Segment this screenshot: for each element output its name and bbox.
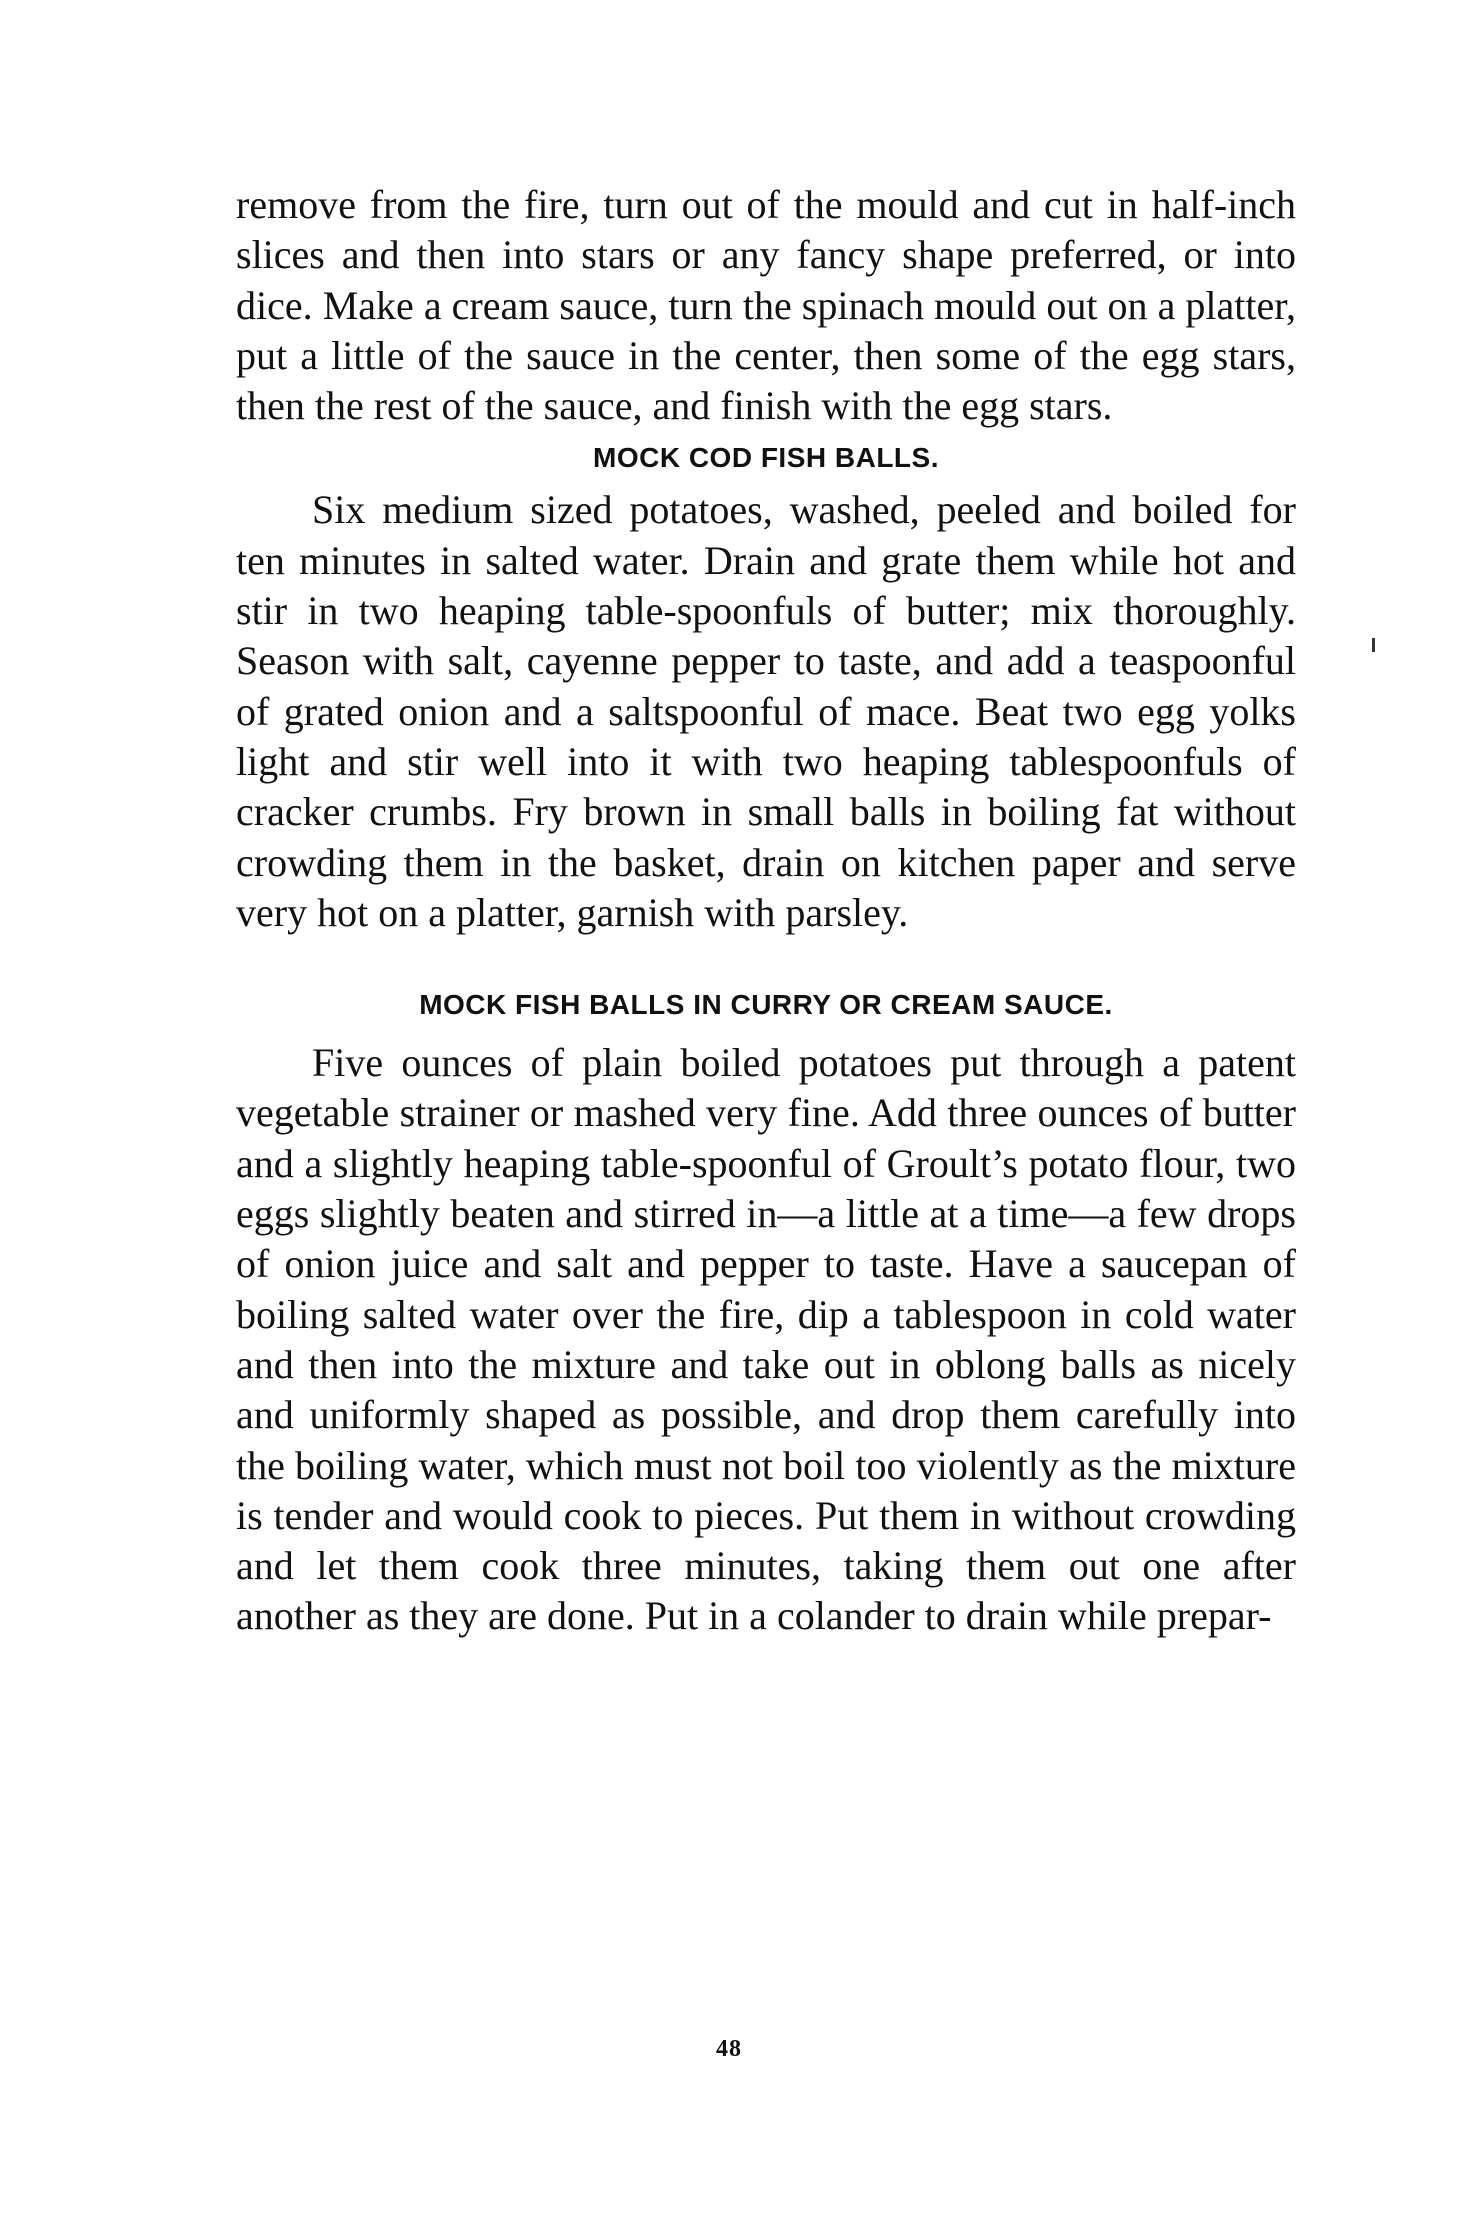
recipe-body-mock-fish-balls-curry: Five ounces of plain boiled potatoes put through a patent vegetable strainer or mashed very fine. Add three ounces of butter and a slightly heaping table-spoonful of Groult’s potato flour, two eggs slightly beaten and stirred in—a little at a time—a few drops of onion juice and salt and pepper to taste. Have a saucepan of boiling salted water over the fire, dip a tablespoon in cold water and then into the mixture and take out in oblong balls as nicely and uniformly shaped as possible, and drop them carefully into the boiling water, which must not boil too violently as the mixture is tender and would cook to pieces. Put them in without crowding and let them cook three minutes, taking them out one after another as they are done. Put in a colander to drain while prepar- (236, 1040, 1296, 1639)
continuation-paragraph: remove from the fire, turn out of the mould and cut in half-inch slices and then into stars or any fancy shape preferred, or into dice. Make a cream sauce, turn the spinach mould out on a platter, put a little of the sauce in the center, then some of the egg stars, then the rest of the sauce, and finish with the egg stars. (236, 182, 1296, 429)
scan-speck (1372, 638, 1375, 652)
page-number: 48 (716, 2036, 742, 2062)
recipe-title-mock-fish-balls-curry: MOCK FISH BALLS IN CURRY OR CREAM SAUCE. (419, 989, 1113, 1021)
recipe-title-mock-cod-fish-balls: MOCK COD FISH BALLS. (593, 442, 939, 474)
page-body (236, 180, 1296, 1642)
recipe-body-mock-cod-fish-balls: Six medium sized potatoes, washed, peeled and boiled for ten minutes in salted water. Drain and grate them while hot and stir in two heaping table-spoonfuls of butter; mix thoroughly. Season with salt, cayenne pepper to taste, and add a teaspoonful of grated onion and a saltspoonful of mace. Beat two egg yolks light and stir well into it with two heaping tablespoonfuls of cracker crumbs. Fry brown in small balls in boiling fat without crowding them in the basket, drain on kitchen paper and serve very hot on a platter, garnish with parsley. (236, 487, 1296, 935)
